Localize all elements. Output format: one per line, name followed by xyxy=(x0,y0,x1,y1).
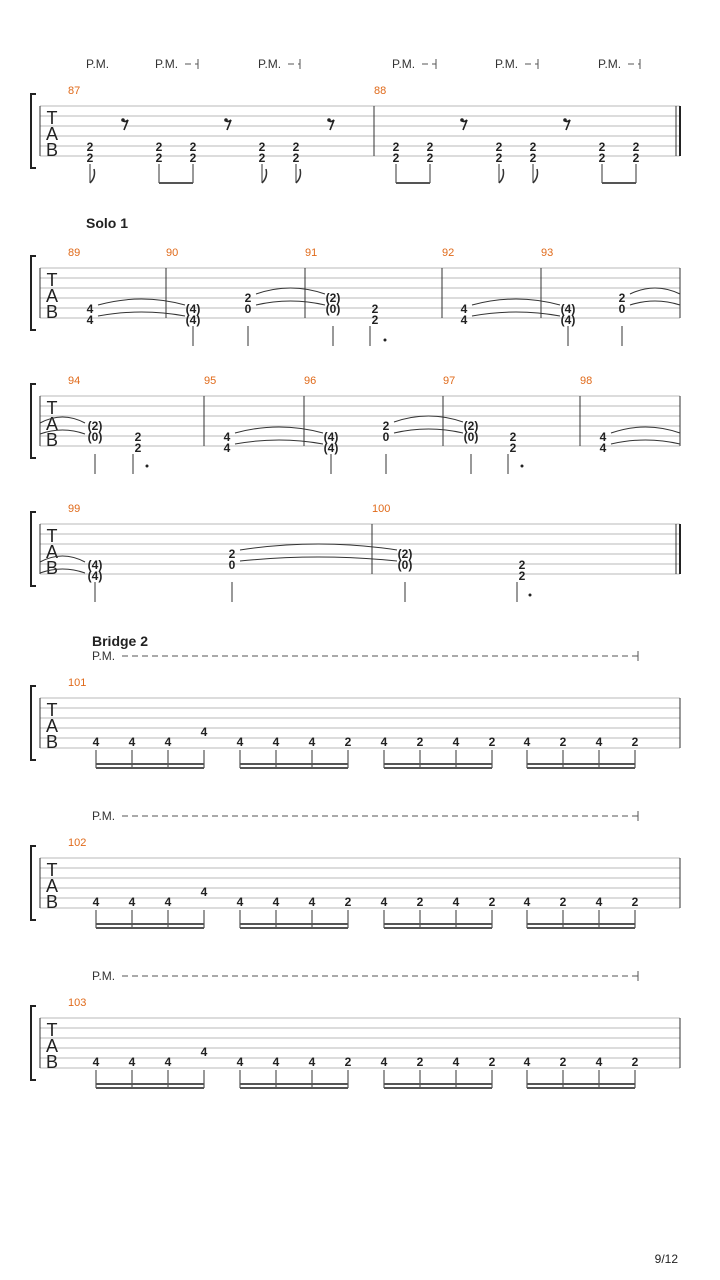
tab-letter-t: T xyxy=(46,526,58,546)
bar-number-99: 99 xyxy=(68,503,81,515)
tie xyxy=(394,429,463,433)
fret-number: (4) xyxy=(185,313,201,327)
fret-number: (4) xyxy=(87,569,103,583)
rest-dot xyxy=(224,118,228,122)
fret-number: 2 xyxy=(392,151,400,165)
tie xyxy=(256,288,325,294)
fret-number: (0) xyxy=(87,430,103,444)
fret-number: 2 xyxy=(382,419,390,433)
tie xyxy=(240,544,397,550)
fret-number: 4 xyxy=(92,1055,100,1069)
tab-letter-t: T xyxy=(46,270,58,290)
bar-number-541: 93 xyxy=(541,247,554,259)
fret-number: 4 xyxy=(200,1045,208,1059)
fret-number: 2 xyxy=(632,140,640,154)
fret-number: 2 xyxy=(134,441,142,455)
fret-number: (2) xyxy=(397,547,413,561)
fret-number: 2 xyxy=(598,151,606,165)
tab-letter-a: A xyxy=(45,286,59,306)
bar-number-68: 89 xyxy=(68,247,81,259)
page-number: 9/12 xyxy=(654,1252,678,1266)
fret-number: 2 xyxy=(518,569,526,583)
tab-letter-b: B xyxy=(45,892,59,912)
palm-mute-label: P.M. xyxy=(598,57,622,71)
fret-number: 2 xyxy=(292,151,300,165)
fret-number: 4 xyxy=(223,430,231,444)
staff-bracket xyxy=(31,1006,36,1080)
tab-letter-a: A xyxy=(45,876,59,896)
fret-number: 4 xyxy=(164,895,172,909)
fret-number: 2 xyxy=(86,151,94,165)
tab-letter-b: B xyxy=(45,732,59,752)
fret-number: 2 xyxy=(631,735,639,749)
dot xyxy=(384,339,387,342)
bar-number-166: 90 xyxy=(166,247,179,259)
fret-number: 2 xyxy=(618,291,626,305)
tab-letter-a: A xyxy=(45,1036,59,1056)
fret-number: 2 xyxy=(86,140,94,154)
fret-number: 4 xyxy=(272,735,280,749)
tab-letter-t: T xyxy=(46,1020,58,1040)
fret-number: 2 xyxy=(416,1055,424,1069)
fret-number: (4) xyxy=(323,441,339,455)
dot xyxy=(529,594,532,597)
fret-number: 2 xyxy=(495,140,503,154)
fret-number: 2 xyxy=(292,140,300,154)
fret-number: (2) xyxy=(87,419,103,433)
fret-number: 4 xyxy=(86,302,94,316)
fret-number: 4 xyxy=(236,895,244,909)
tab-letter-b: B xyxy=(45,302,59,322)
tie xyxy=(630,301,680,305)
fret-number: 4 xyxy=(164,735,172,749)
fret-number: 4 xyxy=(452,735,460,749)
tab-letter-t: T xyxy=(46,398,58,418)
palm-mute-label: P.M. xyxy=(392,57,416,71)
fret-number: 2 xyxy=(155,151,163,165)
dot xyxy=(521,465,524,468)
fret-number: 4 xyxy=(164,1055,172,1069)
fret-number: 4 xyxy=(86,313,94,327)
fret-number: 2 xyxy=(228,547,236,561)
palm-mute-label: P.M. xyxy=(495,57,519,71)
tab-letter-a: A xyxy=(45,716,59,736)
fret-number: 2 xyxy=(488,895,496,909)
bar-number-204: 95 xyxy=(204,375,217,387)
fret-number: 2 xyxy=(344,895,352,909)
note-flag xyxy=(262,169,267,183)
fret-number: (4) xyxy=(323,430,339,444)
fret-number: 4 xyxy=(452,1055,460,1069)
fret-number: (2) xyxy=(325,291,341,305)
fret-number: 2 xyxy=(426,151,434,165)
fret-number: 2 xyxy=(258,140,266,154)
tab-letter-t: T xyxy=(46,108,58,128)
fret-number: (4) xyxy=(560,302,576,316)
tab-letter-a: A xyxy=(45,542,59,562)
fret-number: 4 xyxy=(272,895,280,909)
fret-number: 4 xyxy=(92,895,100,909)
fret-number: 2 xyxy=(371,302,379,316)
tie xyxy=(98,312,185,316)
fret-number: 4 xyxy=(128,735,136,749)
bar-number-442: 92 xyxy=(442,247,455,259)
tie xyxy=(235,427,323,433)
bar-number-580: 98 xyxy=(580,375,593,387)
palm-mute-label: P.M. xyxy=(155,57,179,71)
fret-number: 2 xyxy=(416,895,424,909)
tab-letter-b: B xyxy=(45,430,59,450)
fret-number: 2 xyxy=(631,1055,639,1069)
fret-number: 4 xyxy=(595,1055,603,1069)
bar-number-68: 94 xyxy=(68,375,81,387)
fret-number: (2) xyxy=(463,419,479,433)
fret-number: 2 xyxy=(416,735,424,749)
fret-number: (0) xyxy=(463,430,479,444)
note-flag xyxy=(499,169,504,183)
fret-number: 0 xyxy=(618,302,626,316)
staff-bracket xyxy=(31,512,36,586)
fret-number: 4 xyxy=(380,895,388,909)
fret-number: 4 xyxy=(460,302,468,316)
fret-number: 4 xyxy=(200,725,208,739)
fret-number: 0 xyxy=(382,430,390,444)
palm-mute-label: P.M. xyxy=(86,57,110,71)
fret-number: 2 xyxy=(488,735,496,749)
fret-number: 4 xyxy=(308,1055,316,1069)
palm-mute-label: P.M. xyxy=(92,969,116,983)
fret-number: 4 xyxy=(452,895,460,909)
fret-number: 2 xyxy=(518,558,526,572)
tie xyxy=(394,416,463,422)
fret-number: 0 xyxy=(228,558,236,572)
fret-number: 4 xyxy=(380,1055,388,1069)
rest-dot xyxy=(460,118,464,122)
fret-number: 4 xyxy=(595,895,603,909)
fret-number: 0 xyxy=(244,302,252,316)
rest-dot xyxy=(327,118,331,122)
fret-number: 4 xyxy=(236,1055,244,1069)
fret-number: 2 xyxy=(344,735,352,749)
fret-number: 2 xyxy=(244,291,252,305)
fret-number: 4 xyxy=(128,1055,136,1069)
bar-number-b103: 103 xyxy=(68,997,87,1009)
fret-number: 2 xyxy=(632,151,640,165)
tie xyxy=(630,288,680,294)
palm-mute-label: P.M. xyxy=(92,649,116,663)
fret-number: 2 xyxy=(488,1055,496,1069)
fret-number: 4 xyxy=(599,430,607,444)
tab-letter-a: A xyxy=(45,414,59,434)
fret-number: 4 xyxy=(272,1055,280,1069)
tab-letter-b: B xyxy=(45,1052,59,1072)
tie xyxy=(235,440,323,444)
fret-number: 2 xyxy=(598,140,606,154)
note-flag xyxy=(90,169,95,183)
staff-bracket xyxy=(31,94,36,168)
fret-number: 2 xyxy=(258,151,266,165)
fret-number: 4 xyxy=(308,895,316,909)
fret-number: 4 xyxy=(308,735,316,749)
fret-number: 2 xyxy=(529,140,537,154)
bar-number-88: 88 xyxy=(374,85,387,97)
fret-number: 2 xyxy=(371,313,379,327)
tie xyxy=(611,427,680,433)
tab-letter-t: T xyxy=(46,860,58,880)
section-title-bridge: Bridge 2 xyxy=(92,633,149,649)
rest-dot xyxy=(121,118,125,122)
bar-number-304: 96 xyxy=(304,375,317,387)
fret-number: 4 xyxy=(599,441,607,455)
fret-number: 4 xyxy=(128,895,136,909)
fret-number: 2 xyxy=(189,140,197,154)
fret-number: 4 xyxy=(595,735,603,749)
tie xyxy=(256,301,325,305)
bar-number-b101: 101 xyxy=(68,677,87,689)
fret-number: 2 xyxy=(559,895,567,909)
fret-number: 4 xyxy=(200,885,208,899)
tab-letter-b: B xyxy=(45,558,59,578)
bar-number-100: 100 xyxy=(372,503,391,515)
staff-bracket xyxy=(31,686,36,760)
fret-number: 2 xyxy=(392,140,400,154)
fret-number: (0) xyxy=(397,558,413,572)
fret-number: 4 xyxy=(523,1055,531,1069)
fret-number: 2 xyxy=(426,140,434,154)
fret-number: 4 xyxy=(223,441,231,455)
tie xyxy=(472,312,560,316)
note-flag xyxy=(296,169,301,183)
bar-number-87: 87 xyxy=(68,85,81,97)
bar-number-b102: 102 xyxy=(68,837,87,849)
tab-letter-a: A xyxy=(45,124,59,144)
fret-number: 2 xyxy=(631,895,639,909)
fret-number: (4) xyxy=(87,558,103,572)
fret-number: 2 xyxy=(155,140,163,154)
fret-number: 2 xyxy=(509,441,517,455)
tie xyxy=(98,299,185,305)
fret-number: 4 xyxy=(380,735,388,749)
dot xyxy=(146,465,149,468)
section-title-solo: Solo 1 xyxy=(86,215,129,231)
fret-number: 2 xyxy=(559,1055,567,1069)
fret-number: 2 xyxy=(344,1055,352,1069)
staff-bracket xyxy=(31,256,36,330)
fret-number: (0) xyxy=(325,302,341,316)
fret-number: (4) xyxy=(560,313,576,327)
bar-number-305: 91 xyxy=(305,247,318,259)
fret-number: 2 xyxy=(529,151,537,165)
note-flag xyxy=(533,169,538,183)
tab-letter-b: B xyxy=(45,140,59,160)
fret-number: 2 xyxy=(509,430,517,444)
tab-letter-t: T xyxy=(46,700,58,720)
staff-bracket xyxy=(31,384,36,458)
fret-number: (4) xyxy=(185,302,201,316)
bar-number-443: 97 xyxy=(443,375,456,387)
fret-number: 4 xyxy=(92,735,100,749)
fret-number: 2 xyxy=(495,151,503,165)
tie xyxy=(240,557,397,561)
fret-number: 2 xyxy=(189,151,197,165)
tie xyxy=(472,299,560,305)
fret-number: 4 xyxy=(523,895,531,909)
fret-number: 4 xyxy=(460,313,468,327)
palm-mute-label: P.M. xyxy=(92,809,116,823)
rest-dot xyxy=(563,118,567,122)
fret-number: 2 xyxy=(134,430,142,444)
fret-number: 2 xyxy=(559,735,567,749)
palm-mute-label: P.M. xyxy=(258,57,282,71)
tie xyxy=(611,440,680,444)
staff-bracket xyxy=(31,846,36,920)
fret-number: 4 xyxy=(236,735,244,749)
fret-number: 4 xyxy=(523,735,531,749)
